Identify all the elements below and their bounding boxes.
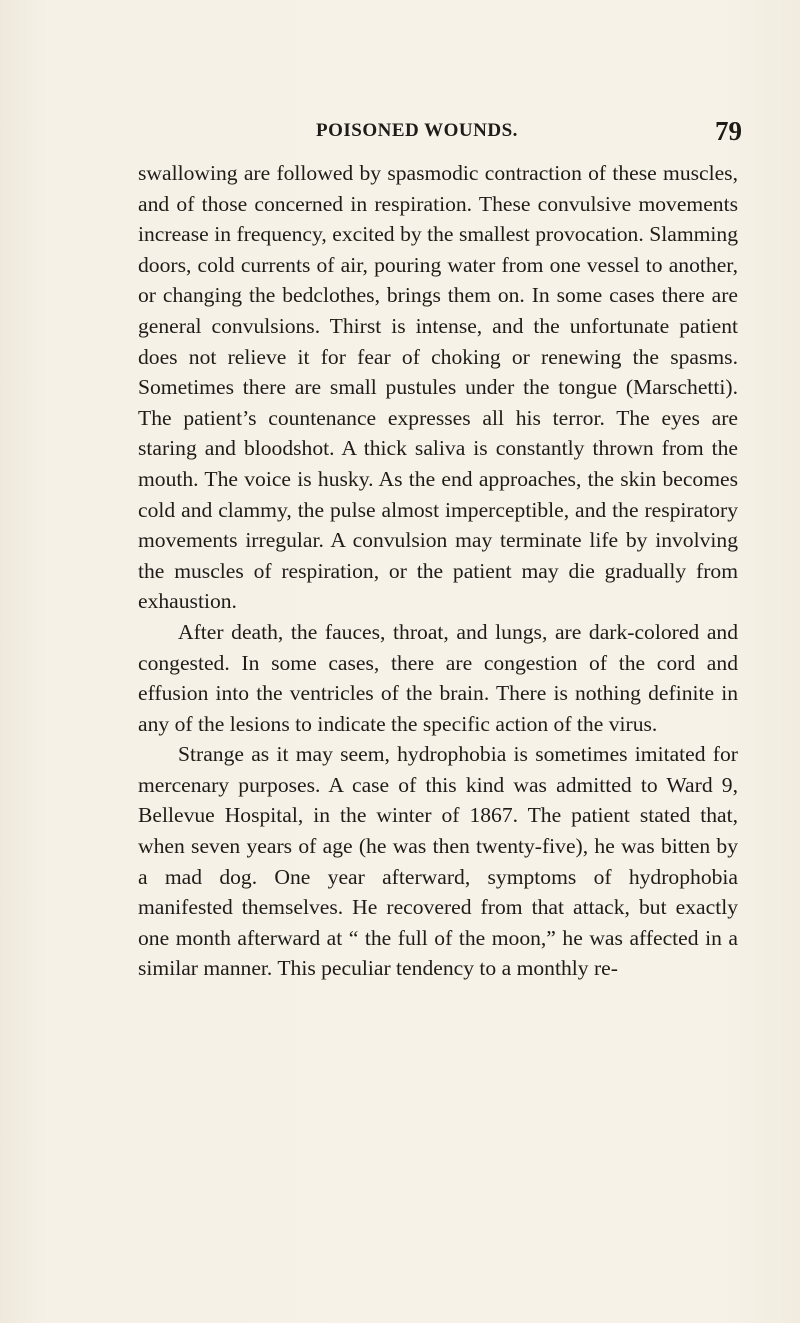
- body-text: [138, 158, 738, 984]
- paragraph-imitated-hydrophobia: Strange as it may seem, hydrophobia is sometimes imitated for mercenary purposes. A case of this kind was admitted to Ward 9, Bellevue Hospital, in the winter of 1867. The patient stated that, when seven years of age (he was then twenty-five), he was bitten by a mad dog. One year afterward, symptoms of hydrophobia manifested themselves. He recovered from that attack, but exactly one month afterward at “ the full of the moon,” he was affected in a similar manner. This peculiar tendency to a monthly re-: [138, 742, 738, 981]
- page-number: 79: [715, 116, 742, 146]
- paragraph-continued: swallowing are followed by spasmodic contraction of these muscles, and of those concerned in respiration. These convulsive movements increase in frequency, excited by the smallest provocation. Slamming doors, cold currents of air, pouring water from one vessel to another, or changing the bedclothes, brings them on. In some cases there are general convulsions. Thirst is intense, and the unfortunate patient does not relieve it for fear of choking or renewing the spasms. Sometimes there are small pustules under the tongue (Marschetti). The patient’s countenance expresses all his terror. The eyes are staring and bloodshot. A thick saliva is constantly thrown from the mouth. The voice is husky. As the end approaches, the skin becomes cold and clammy, the pulse almost imperceptible, and the respiratory movements irregular. A convulsion may terminate life by involving the muscles of respiration, or the patient may die gradually from exhaustion.: [138, 161, 738, 614]
- page-header: [0, 118, 800, 148]
- paragraph-after-death: After death, the fauces, throat, and lungs, are dark-colored and congested. In some cases, there are congestion of the cord and effusion into the ventricles of the brain. There is nothing definite in any of the lesions to indicate the specific action of the virus.: [138, 619, 738, 736]
- running-head: POISONED WOUNDS.: [316, 120, 518, 141]
